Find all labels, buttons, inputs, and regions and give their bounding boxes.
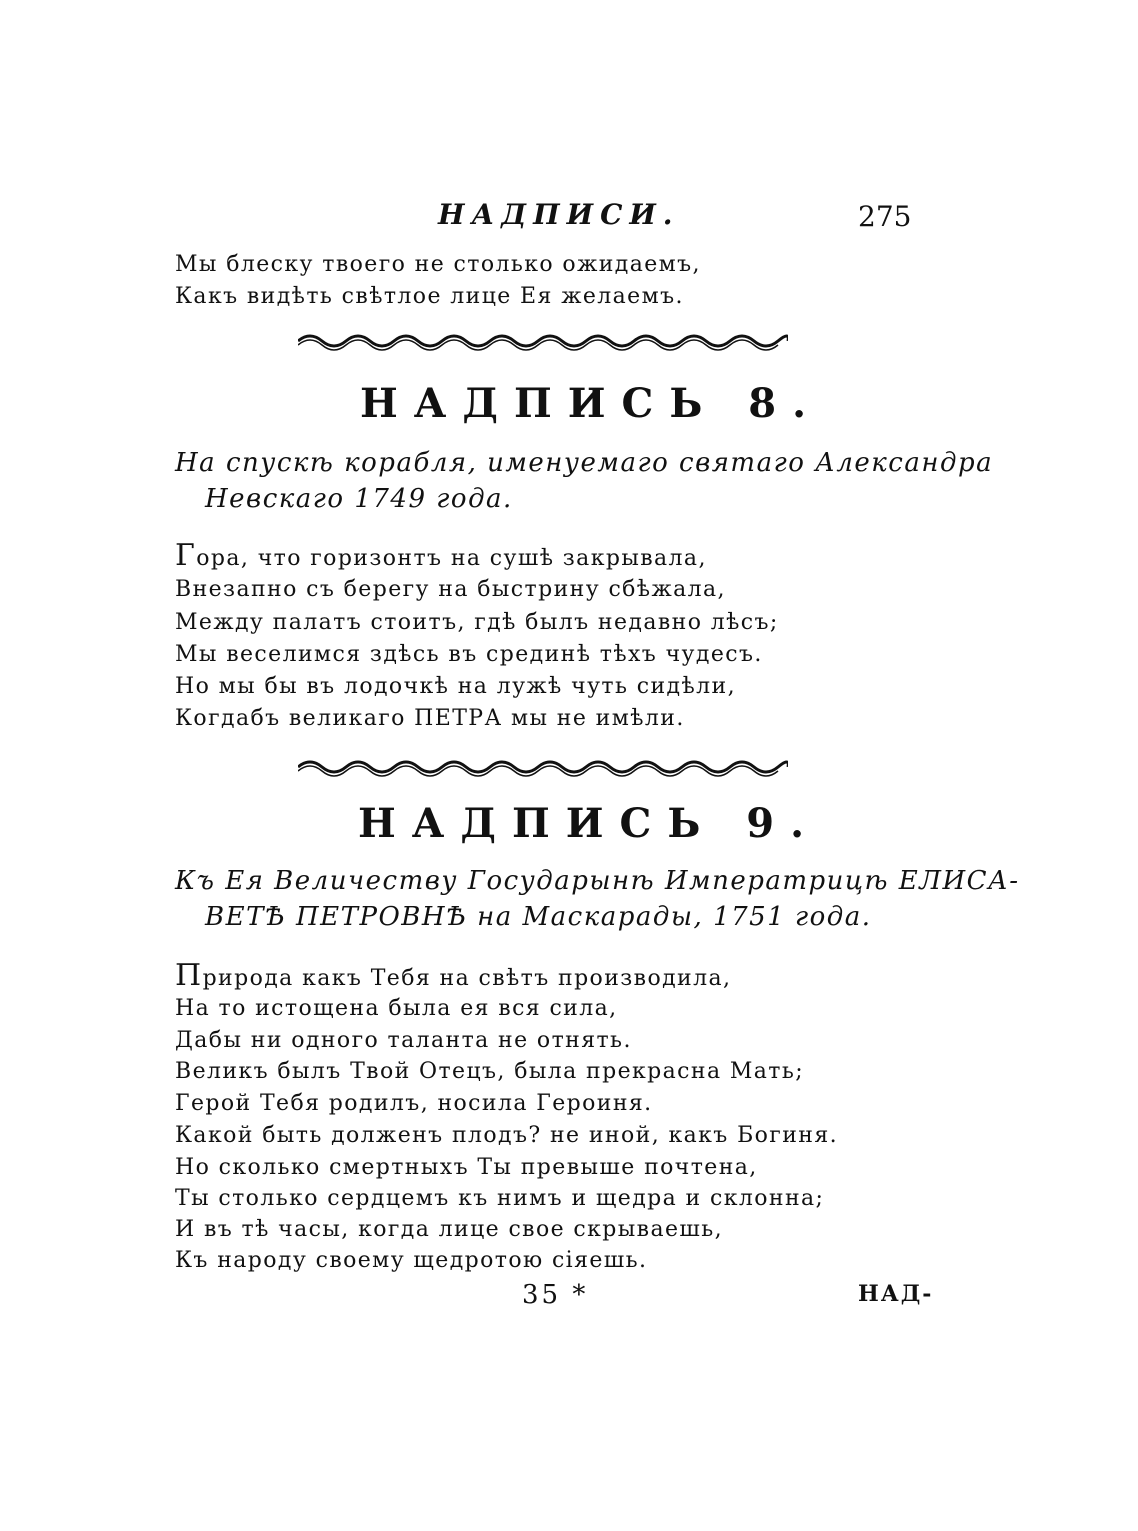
page-number: 275 — [858, 200, 912, 233]
drop-capital: Г — [175, 538, 197, 573]
ornamental-divider — [298, 757, 788, 777]
section-heading: НАДПИСЬ 9. — [358, 800, 821, 847]
verse-line: Какъ видѣть свѣтлое лице Ея желаемъ. — [175, 284, 684, 309]
signature-mark: 35 * — [522, 1280, 589, 1310]
verse-line: Ты столько сердцемъ къ нимъ и щедра и склонна; — [175, 1186, 825, 1211]
verse-line: Мы веселимся здѣсь въ срединѣ тѣхъ чудесъ. — [175, 642, 763, 667]
ornamental-divider — [298, 331, 788, 351]
verse-line — [175, 538, 707, 573]
verse-line: Герой Тебя родилъ, носила Героиня. — [175, 1091, 653, 1116]
verse-line: И въ тѣ часы, когда лице свое скрываешь, — [175, 1217, 724, 1242]
section-subtitle: На спускѣ корабля, именуемаго святаго Александра — [175, 448, 994, 478]
drop-capital: П — [175, 958, 203, 993]
section-subtitle: ВЕТѢ ПЕТРОВНѢ на Маскарады, 1751 года. — [205, 902, 872, 932]
section-subtitle: Невскаго 1749 года. — [205, 484, 513, 514]
verse-line: На то истощена была ея вся сила, — [175, 996, 618, 1021]
verse-text: рирода какъ Тебя на свѣтъ производила, — [202, 966, 732, 991]
catchword: НАД- — [858, 1281, 934, 1307]
verse-line — [175, 958, 732, 993]
verse-line: Но сколько смертныхъ Ты превыше почтена, — [175, 1155, 758, 1180]
verse-line: Мы блеску твоего не столько ожидаемъ, — [175, 252, 701, 277]
verse-line: Когдабъ великаго ПЕТРА мы не имѣли. — [175, 706, 685, 731]
verse-line: Великъ былъ Твой Отецъ, была прекрасна Мать; — [175, 1059, 805, 1084]
verse-text: ора, что горизонтъ на сушѣ закрывала, — [196, 546, 707, 571]
verse-line: Но мы бы въ лодочкѣ на лужѣ чуть сидѣли, — [175, 674, 736, 699]
verse-line: Къ народу своему щедротою сіяешь. — [175, 1248, 648, 1273]
verse-line: Дабы ни одного таланта не отнять. — [175, 1028, 632, 1053]
running-title: НАДПИСИ. — [438, 198, 680, 231]
section-heading: НАДПИСЬ 8. — [360, 380, 823, 427]
verse-line: Между палатъ стоитъ, гдѣ былъ недавно лѣсъ; — [175, 610, 779, 635]
section-subtitle: Къ Ея Величеству Государынѣ Императрицѣ ЕЛИСА- — [175, 866, 1020, 896]
verse-line: Внезапно съ берегу на быстрину сбѣжала, — [175, 577, 726, 602]
verse-line: Какой быть долженъ плодъ? не иной, какъ Богиня. — [175, 1123, 839, 1148]
